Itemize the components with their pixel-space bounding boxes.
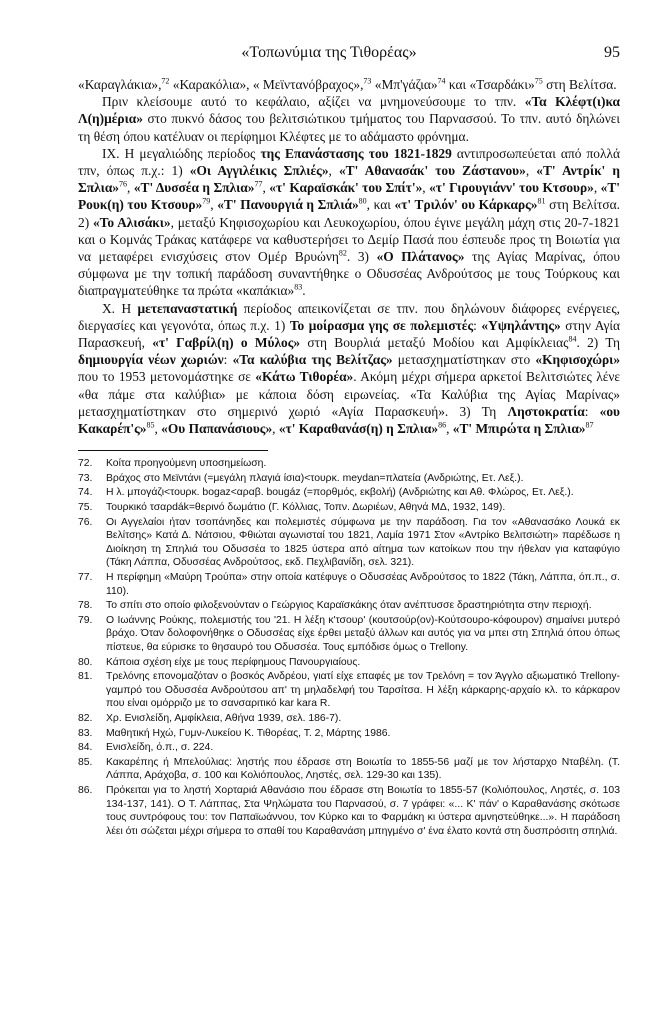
footnote-text: Μαθητική Ηχώ, Γυμν-Λυκείου Κ. Τιθορέας, Τ. 2, Μάρτης 1986. [106,727,391,739]
footnote [78,599,620,613]
footnote [78,571,620,598]
text-run: , [210,197,218,213]
footnote-number: 86. [78,784,93,796]
bold-toponym: μετεπαναστατική [137,300,238,316]
footnote-ref: 77 [254,179,263,189]
page-header [78,44,620,68]
text-run: , [446,421,453,437]
footnote-number: 75. [78,502,93,514]
text-run: , και [366,197,395,213]
footnote-ref: 75 [534,76,543,86]
bold-toponym: «τ' Καραϊσκάκ' του Σπίτ'» [269,180,423,196]
text-run: στο πυκνό δάσος του βελιτσιώτικου τμήματος του Παρνασσού. Το τπν. αυτό δηλώνει τη θέση όπου κατέλυαν οι περίφημοι Κλέφτες με το αδάμαστο φρόνημα. [78,111,620,144]
footnote-text: Κοίτα προηγούμενη υποσημείωση. [106,458,267,470]
text-run: στην Αγία Παρασκευή, [78,317,620,351]
footnote-ref: 83 [294,282,303,292]
bold-toponym: «ου Κακαρέπ'ς» [78,403,620,437]
text-run: «Καρακόλια», « Μεϊντανόβραχος», [169,77,364,92]
footnote-text: Οι Αγγελαίοι ήταν τσοπάνηδες και πολεμιστές σύμφωνα με την παράδοση. Για τον «Αθανασάκο Λουκά εκ Βελίτσης» Κατά Δ. Νάτσιου, Φθιώται αγωνισταί του 1821, Λαμία 1971 Στον «Αντρίκο Βελιτσιώτη» παρέδωσε η Διοίκηση τη Σπηλιά του Οδυσσέα το 1825 ύστερα από αίτημα των κατοίκων που την ήθελαν για καταφύγιο (Τάκη Λάππα, Οδυσσέας Ανδρούτσος, εκδ. Πεχλιβανίδη, σελ. 321). [106,516,620,569]
bold-toponym: «Το Αλισάκι» [92,214,171,230]
footnote-number: 73. [78,472,93,484]
footnote-text: Κάποια σχέση είχε με τους περίφημους Πανουργιαίους. [106,656,361,668]
text-run: στη Βελίτσα. 2) [78,197,620,230]
footnote-number: 85. [78,756,93,768]
footnote [78,656,620,670]
text-run: , [272,421,279,437]
footnote-number: 81. [78,671,93,683]
footnotes [78,457,620,838]
text-run: περίοδος απεικονίζεται σε τπν. που δηλώνουν διάφορες ενέργειες, διεργασίες και γεγονότα, όπως π.χ. 1) [78,300,620,333]
footnote-number: 80. [78,656,93,668]
bold-toponym: «Υψηλάντης» [481,317,561,333]
footnote [78,501,620,515]
footnote [78,516,620,570]
text-run: . [302,283,306,299]
footnote-text: Ενισλείδη, ό.π., σ. 224. [106,742,214,754]
text-run: : [473,317,482,333]
page-number: 95 [604,44,620,61]
footnote [78,457,620,471]
main-text [78,76,620,437]
footnote-number: 78. [78,600,93,612]
body-paragraph [78,76,620,93]
footnote-text: Ο Ιωάννης Ρούκης, πολεμιστής του '21. Η λέξη κ'τσουρ' (κουτσούρ(ον)-Κούτσουρο-κόφουρον) σημαίνει μυτερό βράχο. Όταν δολοφονήθηκε ο Οδυσσέας είχε έρθει μεταξύ άλλων και αυτός για να μπει στη Σπηλιά όπου όπως πίστευε, θα εύρισκε το θησαυρό του Οδυσσέα. Τους εμπόδισε όμως ο Trellony. [106,614,620,653]
text-run: , [127,180,134,196]
footnote-ref: 72 [161,76,170,86]
bold-toponym: «τ' Τριλόν' ου Κάρκαρς» [394,197,538,213]
footnote-number: 79. [78,614,93,626]
text-run: . 3) [346,249,377,265]
bold-toponym: της Επανάστασης του 1821-1829 [260,145,452,161]
running-title: «Τοπωνύμια της Τιθορέας» [241,44,417,61]
text-run: αντιπροσωπεύεται από πολλά τπν, όπως π.χ.: 1) [78,145,620,179]
text-run: , [262,180,270,196]
footnote-text: Κακαρέπης ή Μπελούλιας: ληστής που έδρασε στη Βοιωτία το 1855-56 μαζί με τον λήσταρχο Νταβέλη. (Τ. Λάππα, Αράχοβα, σ. 100 και Κολιόπουλος, Ληστές, σελ. 129-30 και 135). [106,756,620,782]
bold-toponym: «τ' Καραθανάσ(η) η Σπλια» [278,421,439,437]
text-run: , [593,180,601,196]
bold-toponym: Το μοίρασμα γης σε πολεμιστές [289,317,474,333]
footnote [78,784,620,838]
footnote-number: 76. [78,516,93,528]
bold-toponym: «Οι Αγγιλέικις Σπλιές» [189,163,329,179]
text-run: : [584,403,600,419]
footnote-number: 77. [78,572,93,584]
footnote-ref: 86 [438,420,447,430]
footnote-text: Το σπίτι στο οποίο φιλοξενούνταν ο Γεώργιος Καραϊσκάκης όταν ανέπτυσσε δραστηριότητα στην περιοχή. [106,600,592,612]
footnote-number: 82. [78,712,93,724]
text-run: στη Βουρλιά μεταξύ Μοδίου και Αμφίκλειας [300,335,569,351]
text-run: μετασχηματίστηκαν στο [392,352,536,368]
footnote [78,741,620,755]
text-run: και «Τσαρδάκι» [445,77,535,92]
bold-toponym: «Τ' Αντρίκ' η Σπλια» [78,163,620,196]
footnote-text: Η περίφημη «Μαύρη Τρούπα» στην οποία κατέφυγε ο Οδυσσέας Ανδρούτσος το 1822 (Τάκη, Λάππα, όπ.π., σ. 110). [106,572,620,597]
footnote-number: 72. [78,458,93,470]
text-run: που το 1953 μετονομάστηκε σε [78,369,256,385]
text-run: : [223,352,233,368]
text-run: , [525,163,537,179]
bold-toponym: «Κάτω Τιθορέα» [255,369,354,385]
text-run: . 2) Τη [576,335,621,351]
footnote-number: 83. [78,727,93,739]
text-run: , [422,180,430,196]
bold-toponym: «Τα Κλέφτ(ι)κα Λ(η)μέρια» [78,94,620,127]
footnote-number: 74. [78,487,93,499]
body-paragraph [78,300,620,438]
footnote-ref: 73 [363,76,372,86]
bold-toponym: «Κηφισοχώρι» [535,352,621,368]
footnote [78,712,620,726]
footnote [78,670,620,711]
footnote-ref: 87 [585,420,594,430]
footnote-ref: 82 [338,248,347,258]
footnote [78,727,620,741]
text-run: «Μπ'γάζια» [371,77,438,92]
text-run: , [328,163,339,179]
bold-toponym: «Τ' Αθανασάκ' του Ζάστανου» [338,163,526,179]
text-run: στη Βελίτσα. [542,77,617,92]
text-run: , μεταξύ Κηφισοχωρίου και Λευκοχωρίου, όπου έγινε μεγάλη μάχη στις 20-7-1821 και ο Κομνάς Τράκας κατάφερε να καθυστερήσει το Δεμίρ Πασά που έσπευδε προς τη Βοιωτία για να μεταφέρει ενισχύσεις στον Ομέρ Βρυώνη [78,214,620,265]
text-run: Χ. Η [102,300,138,316]
footnote [78,472,620,486]
footnote-text: Η λ. μπογάζι<τουρκ. bogaz<αραβ. bougáz (=πορθμός, εκβολή) (Ανδριώτης και Αθ. Φλώρος, Ετ. Λεξ.). [106,487,574,499]
bold-toponym: «Ο Πλάτανος» [376,249,465,265]
footnote-ref: 85 [146,420,155,430]
bold-toponym: Ληστοκρατία [507,403,585,419]
footnote-ref: 80 [358,196,367,206]
bold-toponym: «Τα καλύβια της Βελίτζας» [232,352,393,368]
footnote-ref: 84 [568,334,577,344]
text-run: της Αγίας Μαρίνας, όπου σύμφωνα με την τοπική παράδοση συναντήθηκε ο Οδυσσέας Ανδρούτσος με τους Τούρκους και διαπραγματεύθηκε τα πρώτα «καπάκια» [78,249,620,299]
footnote-ref: 79 [202,196,211,206]
bold-toponym: «τ' Γιρουγιάνν' του Κτσουρ» [429,180,594,196]
text-run: Πριν κλείσουμε αυτό το κεφάλαιο, αξίζει να μνημονεύσουμε το τπν. [102,94,525,110]
bold-toponym: «Τ' Πανουργιά η Σπλιά» [217,197,359,213]
bold-toponym: δημιουργία νέων χωριών [78,352,224,368]
bold-toponym: «Τ' Δυσσέα η Σπλια» [133,180,255,196]
footnote-ref: 74 [437,76,446,86]
bold-toponym: «Ου Παπανάσιους» [161,421,273,437]
text-run: , [154,421,162,437]
footnote-ref: 76 [119,179,127,189]
bold-toponym: «Τ' Ρουκ(η) του Κτσουρ» [78,180,621,213]
footnote-divider [78,450,268,451]
footnote-number: 84. [78,742,93,754]
body-paragraph [78,145,620,300]
footnote-text: Βράχος στο Μεϊντάνι (=μεγάλη πλαγιά ίσια)<τουρκ. meydan=πλατεία (Ανδριώτης, Ετ. Λεξ.). [106,472,524,484]
footnote [78,614,620,655]
footnote-text: Πρόκειται για το ληστή Χορταριά Αθανάσιο που έδρασε στη Βοιωτία το 1855-57 (Κολιόπουλος, Ληστές, σ. 103 134-137, 141). Ο Τ. Λάππας, Στα Ψηλώματα του Παρνασού, σ. 7 γράφει: «... Κ' πάν' ο Καραθανάσης σκότωσε τους συντρόφους του: τον Παπαϊωάννου, τον Κύρκο και το Φαρμάκη κι ύστερα αμνηστεύθηκε...». Η παράδοση λέει ότι σώζεται μέχρι σήμερα το σπαθί του Καραθανάση μπηγμένο σ' ένα έλατο κοντά στη δυσπρόσιτη σπηλιά. [106,784,620,837]
text-run: . Ακόμη μέχρι σήμερα αρκετοί Βελιτσιώτες λένε «θα πάμε στα καλύβια» με κάποια δόση ειρωνείας. «Τα Καλύβια της Αγίας Μαρίνας» μετασχηματίστηκαν στο σημερινό χωριό «Αγία Παρασκευή». 3) Τη [78,369,620,419]
footnote-text: Χρ. Ενισλείδη, Αμφίκλεια, Αθήνα 1939, σελ. 186-7). [106,712,342,724]
text-run: «Καραγλάκια», [78,77,162,92]
text-run: ΙΧ. Η μεγαλιώδης περίοδος [102,145,261,161]
footnote-text: Τουρκικό τσαρdák=θερινό δωμάτιο (Γ. Κόλλιας, Τοπν. Δωριέων, Αθηνά ΜΔ, 1932, 149). [106,502,506,514]
body-paragraph [78,93,620,145]
footnote-text: Τρελόνης επονομαζόταν ο βοσκός Ανδρέου, γιατί είχε επαφές με τον Τρελόνη = τον Άγγλο αξιωματικό Trellony-γαμπρό του Οδυσσέα Ανδρούτσου απ' τη μηλαδελφή του Ταρσίτσα. Η λέξη κάρκαρης-αρχαίο κλ. το κάρκαρον που είναι ομόρριζο με το σανσαριτικό kar kara R. [106,671,620,710]
bold-toponym: «Τ' Μπιρώτα η Σπλια» [452,421,586,437]
footnote-ref: 81 [537,196,546,206]
footnote [78,486,620,500]
footnote [78,756,620,783]
bold-toponym: «τ' Γαβρίλ(η) ο Μύλος» [152,335,301,351]
